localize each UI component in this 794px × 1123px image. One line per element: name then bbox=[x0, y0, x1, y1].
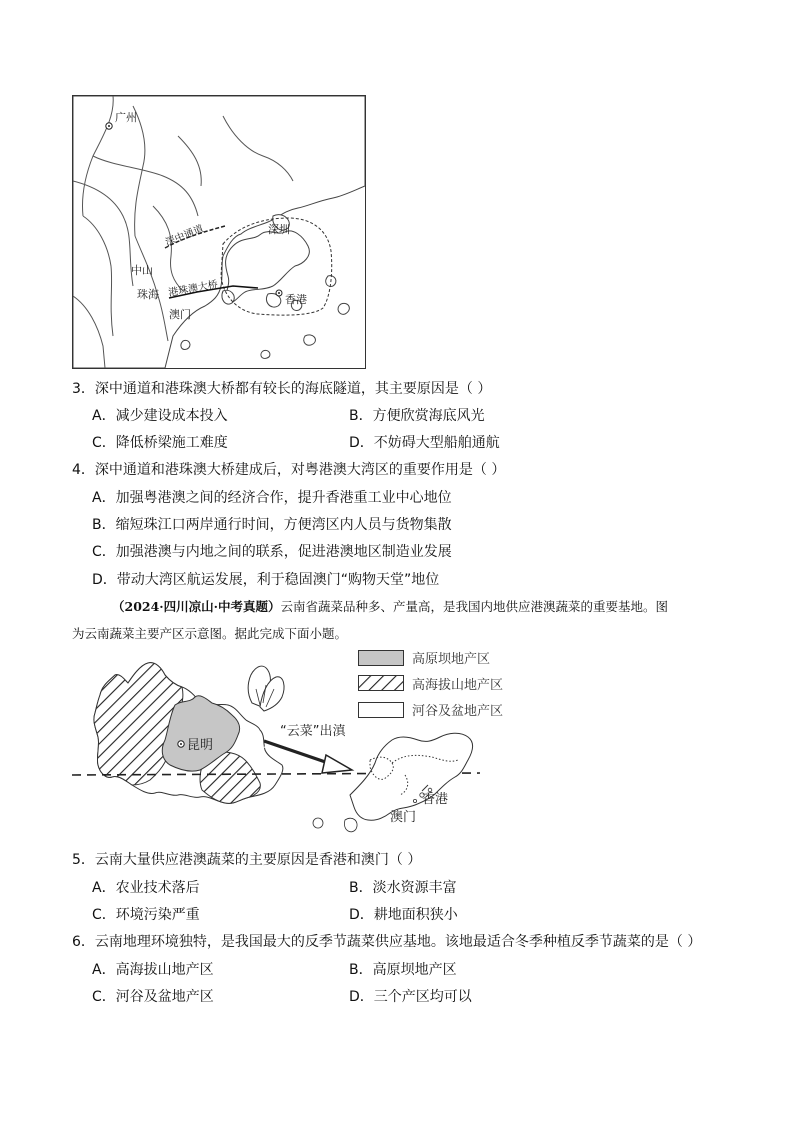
question-4-stem: 4．深中通道和港珠澳大桥建成后，对粤港澳大湾区的重要作用是（ ） bbox=[72, 462, 506, 478]
q5-option-a[interactable]: A．农业技术落后 bbox=[92, 880, 200, 896]
q4-option-c[interactable]: C．加强港澳与内地之间的联系，促进港澳地区制造业发展 bbox=[92, 544, 452, 560]
legend-swatch-valley bbox=[358, 702, 404, 718]
label-zhongshan: 中山 bbox=[131, 264, 153, 277]
q5-option-d[interactable]: D．耕地面积狭小 bbox=[349, 907, 458, 923]
label-shenzhen: 深圳 bbox=[268, 223, 290, 236]
label-kunming: 昆明 bbox=[187, 738, 214, 753]
label-shenzhong: 深中通道 bbox=[164, 223, 206, 249]
yunnan-vegetable-map bbox=[70, 645, 730, 845]
label-guangzhou: 广州 bbox=[115, 111, 137, 124]
pearl-river-delta-map bbox=[72, 95, 366, 369]
label-zhuhai: 珠海 bbox=[137, 288, 159, 301]
intro-line-2: 为云南蔬菜主要产区示意图。据此完成下面小题。 bbox=[72, 626, 348, 641]
q5-option-b[interactable]: B．淡水资源丰富 bbox=[349, 880, 457, 896]
intro-source: （2024·四川凉山·中考真题） bbox=[112, 599, 281, 614]
label-macau: 澳门 bbox=[169, 308, 191, 321]
delta-map-svg bbox=[73, 96, 365, 368]
q3-option-c[interactable]: C．降低桥梁施工难度 bbox=[92, 435, 228, 451]
legend-valley: 河谷及盆地产区 bbox=[412, 704, 504, 719]
q4-option-d[interactable]: D．带动大湾区航运发展，利于稳固澳门“购物天堂”地位 bbox=[92, 572, 440, 588]
guangdong-region bbox=[350, 733, 473, 820]
legend-swatch-plateau bbox=[358, 650, 404, 666]
q6-option-c[interactable]: C．河谷及盆地产区 bbox=[92, 989, 214, 1005]
label-yuncai: “云菜”出滇 bbox=[280, 724, 346, 739]
label-macau-map2: 澳门 bbox=[390, 810, 417, 825]
legend-swatch-highland bbox=[358, 675, 404, 691]
q4-option-b[interactable]: B．缩短珠江口两岸通行时间，方便湾区内人员与货物集散 bbox=[92, 517, 452, 533]
intro-line-1 bbox=[112, 598, 668, 616]
q5-option-c[interactable]: C．环境污染严重 bbox=[92, 907, 200, 923]
q3-option-a[interactable]: A．减少建设成本投入 bbox=[92, 408, 228, 424]
q3-option-b[interactable]: B．方便欣赏海底风光 bbox=[349, 408, 485, 424]
legend-highland: 高海拔山地产区 bbox=[412, 678, 504, 693]
label-hongkong: 香港 bbox=[285, 293, 307, 306]
q6-option-a[interactable]: A．高海拔山地产区 bbox=[92, 962, 214, 978]
question-3-stem: 3．深中通道和港珠澳大桥都有较长的海底隧道，其主要原因是（ ） bbox=[72, 381, 492, 397]
map-legend bbox=[358, 650, 558, 730]
label-hongkong-map2: 香港 bbox=[422, 792, 449, 807]
label-bridge: 港珠澳大桥 bbox=[167, 279, 219, 299]
legend-plateau: 高原坝地产区 bbox=[412, 652, 491, 667]
question-6-stem: 6．云南地理环境独特，是我国最大的反季节蔬菜供应基地。该地最适合冬季种植反季节蔬菜的是（ ） bbox=[72, 934, 702, 950]
intro-line-1-text: 云南省蔬菜品种多、产量高，是我国内地供应港澳蔬菜的重要基地。图 bbox=[280, 599, 669, 614]
question-5-stem: 5．云南大量供应港澳蔬菜的主要原因是香港和澳门（ ） bbox=[72, 852, 422, 868]
q4-option-a[interactable]: A．加强粤港澳之间的经济合作，提升香港重工业中心地位 bbox=[92, 490, 452, 506]
vegetable-icon bbox=[248, 666, 284, 711]
q3-option-d[interactable]: D．不妨碍大型船舶通航 bbox=[349, 435, 500, 451]
q6-option-b[interactable]: B．高原坝地产区 bbox=[349, 962, 457, 978]
q6-option-d[interactable]: D．三个产区均可以 bbox=[349, 989, 472, 1005]
